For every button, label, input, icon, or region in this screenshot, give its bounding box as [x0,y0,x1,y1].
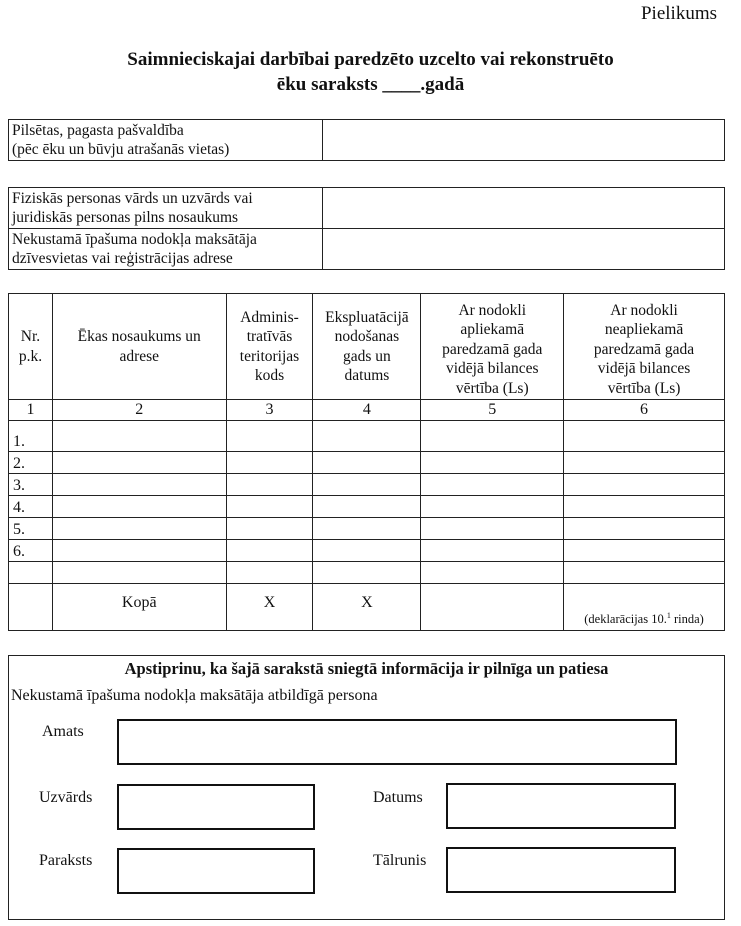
building-name-cell[interactable] [52,518,226,540]
taxpayer-name-field[interactable] [323,188,725,229]
row-number: 2. [9,452,53,474]
label-line: juridiskās personas pilns nosaukums [12,209,239,226]
title-line-2: ēku saraksts ____.gadā [276,74,465,95]
admin-code-cell[interactable] [226,562,313,584]
row-number: 5. [9,518,53,540]
taxpayer-table [8,187,725,270]
total-row [9,584,725,631]
nontaxable-value-cell[interactable] [564,562,725,584]
header-text: Adminis- [240,308,299,326]
admin-code-cell[interactable] [226,540,313,562]
column-number: 5 [421,400,564,421]
admin-code-cell[interactable] [226,518,313,540]
taxable-value-cell[interactable] [421,540,564,562]
column-number: 6 [564,400,725,421]
header-text: kods [254,367,285,384]
admin-code-cell[interactable] [226,421,313,452]
taxable-value-cell[interactable] [421,496,564,518]
commissioning-cell[interactable] [313,562,421,584]
column-number-row [9,400,725,421]
label-line: Pilsētas, pagasta pašvaldība [12,122,184,139]
municipality-field[interactable] [323,120,725,161]
column-number: 2 [52,400,226,421]
header-taxable-value [421,294,564,400]
taxable-value-cell[interactable] [421,518,564,540]
commissioning-cell[interactable] [313,452,421,474]
label-line: (pēc ēku un būvju atrašanās vietas) [12,141,230,158]
row-number: 4. [9,496,53,518]
table-header-row [9,294,725,400]
total-col4-mark: X [313,584,421,631]
title-line-1: Saimnieciskajai darbībai paredzēto uzcelto vai rekonstruēto [127,49,614,70]
commissioning-cell[interactable] [313,518,421,540]
building-name-cell[interactable] [52,421,226,452]
column-number: 4 [313,400,421,421]
building-name-cell[interactable] [52,496,226,518]
building-name-cell[interactable] [52,452,226,474]
header-text: nodošanas [334,328,400,345]
taxpayer-address-row [9,229,725,270]
table-row [9,518,725,540]
phone-field[interactable] [446,847,676,893]
table-row [9,452,725,474]
commissioning-cell[interactable] [313,540,421,562]
header-text: apliekamā [460,321,525,339]
taxpayer-address-field[interactable] [323,229,725,270]
header-nontaxable-value [564,294,725,400]
surname-field[interactable] [117,784,315,830]
nontaxable-value-cell[interactable] [564,496,725,518]
table-row [9,421,725,452]
header-text: gads un [343,347,391,365]
confirmation-section [8,655,725,920]
confirmation-title: Apstiprinu, ka šajā sarakstā sniegtā informācija ir pilnīga un patiesa [124,659,609,678]
admin-code-cell[interactable] [226,496,313,518]
header-building-name [52,294,226,400]
header-commissioning-date [313,294,421,400]
header-text: vērtība (Ls) [455,379,529,397]
taxable-value-cell[interactable] [421,452,564,474]
note-text: rinda) [670,612,704,626]
header-text: vidējā bilances [445,360,539,378]
row-number: 6. [9,540,53,562]
commissioning-cell[interactable] [313,474,421,496]
column-number: 1 [9,400,53,421]
total-nr-cell [9,584,53,631]
admin-code-cell[interactable] [226,452,313,474]
taxpayer-name-label [9,188,323,229]
header-text: vidējā bilances [597,360,691,378]
row-number: 3. [9,474,53,496]
taxable-value-cell[interactable] [421,421,564,452]
header-admin-code [226,294,313,400]
taxpayer-name-row [9,188,725,229]
commissioning-cell[interactable] [313,496,421,518]
note-text: (deklarācijas 10. [584,612,667,626]
header-text: vērtība (Ls) [607,379,681,397]
total-taxable-value-cell[interactable] [421,584,564,631]
label-line: dzīvesvietas vai reģistrācijas adrese [12,250,233,267]
nontaxable-value-cell[interactable] [564,540,725,562]
row-number [9,562,53,584]
signature-label: Paraksts [39,852,93,869]
header-text: adrese [119,347,160,365]
commissioning-cell[interactable] [313,421,421,452]
surname-label: Uzvārds [39,789,93,806]
total-label: Kopā [52,584,226,631]
position-label: Amats [42,723,84,740]
building-name-cell[interactable] [52,474,226,496]
building-name-cell[interactable] [52,562,226,584]
table-row [9,540,725,562]
document-title [0,47,741,97]
total-nontaxable-value-cell[interactable] [564,584,725,631]
header-text: tratīvās [246,328,293,345]
phone-label: Tālrunis [373,852,427,869]
header-text: teritorijas [239,347,300,365]
header-text: Ar nodokli [458,301,527,319]
taxable-value-cell[interactable] [421,562,564,584]
row-number: 1. [9,421,53,452]
signature-field[interactable] [117,848,315,894]
municipality-row [9,120,725,161]
building-name-cell[interactable] [52,540,226,562]
header-text: paredzamā gada [442,340,543,358]
header-text: datums [344,367,390,384]
nontaxable-value-cell[interactable] [564,518,725,540]
buildings-table [8,293,725,631]
nontaxable-value-cell[interactable] [564,421,725,452]
nontaxable-value-cell[interactable] [564,474,725,496]
header-text: paredzamā gada [593,340,695,358]
nontaxable-value-cell[interactable] [564,452,725,474]
table-row [9,496,725,518]
position-field[interactable] [117,719,677,765]
declaration-note [584,612,704,626]
header-text: Ar nodokli [610,301,678,319]
responsible-person-label: Nekustamā īpašuma nodokļa maksātāja atbildīgā persona [11,687,378,704]
municipality-table [8,119,725,161]
table-row [9,474,725,496]
municipality-label [9,120,323,161]
table-row [9,562,725,584]
annex-label: Pielikums [640,3,717,24]
header-text: p.k. [18,347,43,365]
date-field[interactable] [446,783,676,829]
admin-code-cell[interactable] [226,474,313,496]
header-text: neapliekamā [604,321,684,339]
column-number: 3 [226,400,313,421]
date-label: Datums [373,789,423,806]
label-line: Fiziskās personas vārds un uzvārds vai [12,190,253,207]
label-line: Nekustamā īpašuma nodokļa maksātāja [12,231,257,248]
total-col3-mark: X [226,584,313,631]
taxable-value-cell[interactable] [421,474,564,496]
taxpayer-address-label [9,229,323,270]
header-text: Nr. [20,328,41,345]
note-superscript: 1 [666,610,671,620]
header-nr [9,294,53,400]
header-text: Ekspluatācijā [325,308,409,326]
header-text: Ēkas nosaukums un [77,328,201,345]
